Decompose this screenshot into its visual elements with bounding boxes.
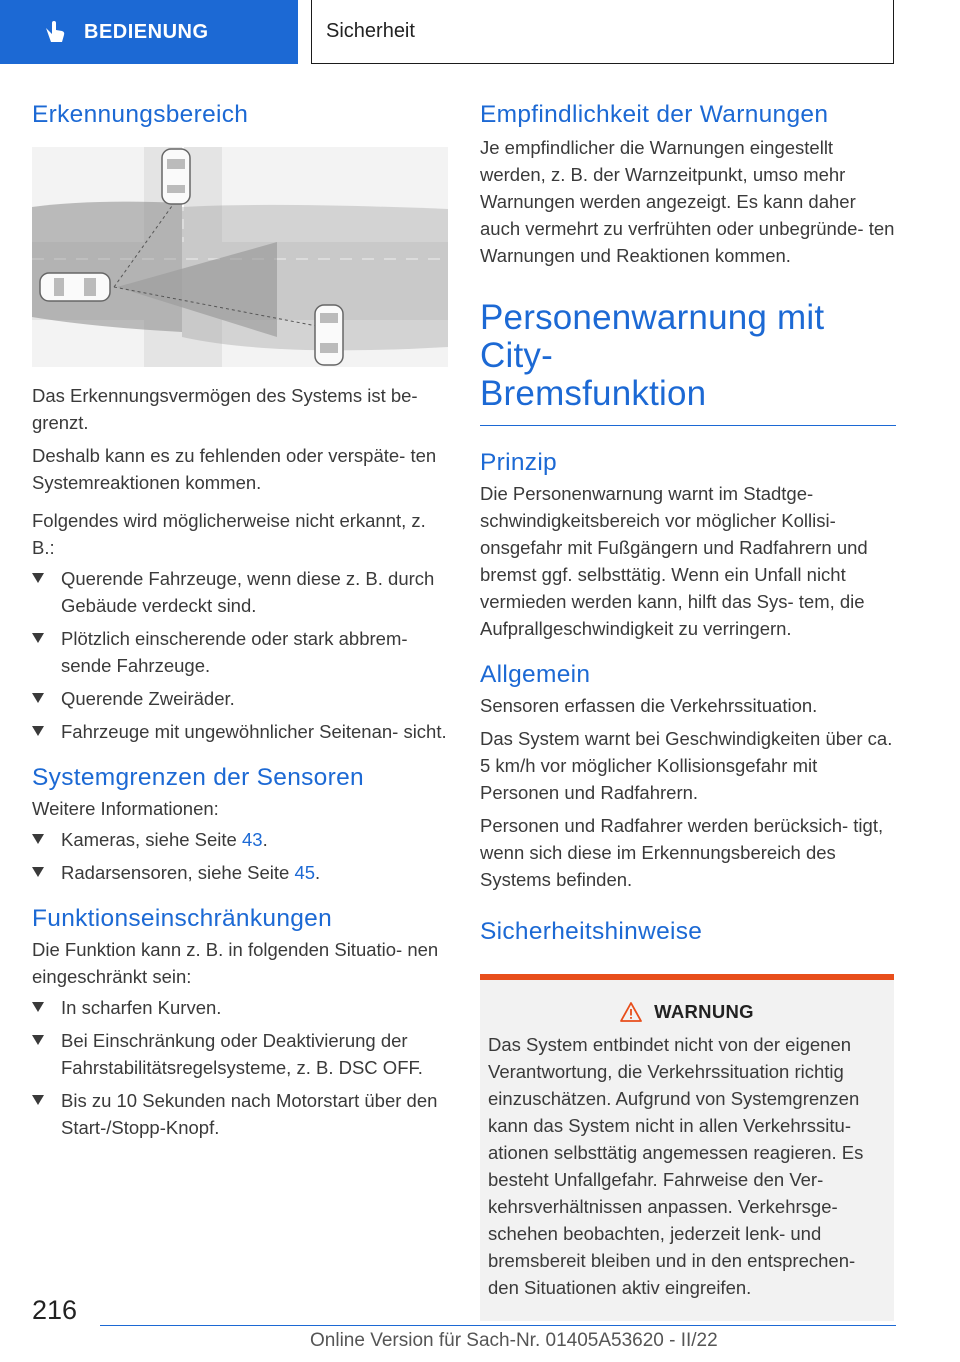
warning-triangle-icon: [620, 1002, 642, 1022]
paragraph: Die Funktion kann z. B. in folgenden Situatio- nen eingeschränkt sein:: [32, 939, 439, 987]
right-column: [480, 98, 896, 1321]
heading-prinzip: Prinzip: [480, 449, 557, 476]
list-item: Plötzlich einscherende oder stark abbrem- sende Fahrzeuge.: [32, 625, 448, 679]
list-item: Kameras, siehe Seite 43.: [32, 826, 448, 853]
list-item: Bis zu 10 Sekunden nach Motorstart über den Start-/Stopp-Knopf.: [32, 1087, 448, 1141]
section-title: Sicherheit: [326, 20, 415, 42]
footer-version: Online Version für Sach-Nr. 01405A53620 - II/22: [310, 1330, 718, 1351]
chapter-title: BEDIENUNG: [84, 20, 209, 43]
main-heading: Personenwarnung mit City- Bremsfunktion: [480, 298, 825, 413]
heading-sicherheitshinweise: Sicherheitshinweise: [480, 918, 703, 945]
paragraph: Weitere Informationen:: [32, 798, 219, 819]
list-item: Querende Fahrzeuge, wenn diese z. B. durch Gebäude verdeckt sind.: [32, 565, 448, 619]
warning-title: WARNUNG: [488, 998, 886, 1025]
paragraph: Das Erkennungsvermögen des Systems ist be- grenzt.: [32, 385, 418, 433]
warning-box: [480, 974, 894, 1321]
list-item: Querende Zweiräder.: [32, 685, 448, 712]
warning-text: Das System entbindet nicht von der eigenen Verantwortung, die Verkehrssituation richtig einzuschätzen. Aufgrund von Systemgrenzen kann das System nicht in allen Verkehrssitu- ationen selbsttätig angemessen reagieren. Es besteht Unfallgefahr. Fahrweise den Ver- kehrsverhältnissen anpassen. Verkehrsge- schehen beobachten, jederzeit lenk- und bremsbereit bleiben und in den entsprechen- den Situationen aktiv eingreifen.: [488, 1034, 864, 1298]
chapter-tab: [0, 0, 298, 64]
paragraph: Das System warnt bei Geschwindigkeiten über ca. 5 km/h vor möglicher Kollisionsgefahr mit Personen und Radfahrern.: [480, 728, 893, 803]
page-link-radar[interactable]: 45: [294, 862, 316, 883]
triangle-bullet-icon: [32, 573, 44, 583]
triangle-bullet-icon: [32, 726, 44, 736]
triangle-bullet-icon: [32, 1002, 44, 1012]
heading-empfindlichkeit: Empfindlichkeit der Warnungen: [480, 101, 829, 128]
car-left: [40, 273, 110, 301]
section-header: [311, 0, 894, 64]
page-number: 216: [32, 1295, 78, 1325]
paragraph: Deshalb kann es zu fehlenden oder verspäte- ten Systemreaktionen kommen.: [32, 445, 437, 493]
heading-funktionseinschraenkungen: Funktionseinschränkungen: [32, 905, 333, 932]
heading-erkennungsbereich: Erkennungsbereich: [32, 101, 249, 128]
function-limits-list: [32, 994, 448, 1141]
detection-diagram: [32, 147, 448, 367]
paragraph: Sensoren erfassen die Verkehrssituation.: [480, 695, 818, 716]
footer-divider: [100, 1325, 896, 1326]
detection-area-illustration: [32, 147, 448, 367]
heading-divider: [480, 425, 896, 426]
paragraph: Die Personenwarnung warnt im Stadtge- schwindigkeitsbereich vor möglicher Kollisi- onsgefahr mit Fußgängern und Radfahrern und bremst ggf. selbsttätig. Wenn ein Unfall nicht vermieden werden kann, hilft das Sys- tem, die Aufprallgeschwindigkeit zu verringern.: [480, 483, 868, 639]
paragraph: Je empfindlicher die Warnungen eingestellt werden, z. B. der Warnzeitpunkt, umso mehr Warnungen werden angezeigt. Es kann daher auch vermehrt zu verfrühten oder unbegründe- ten Warnungen und Reaktionen kommen.: [480, 137, 895, 266]
reference-list: [32, 826, 448, 886]
car-top: [162, 149, 190, 204]
list-item: Radarsensoren, siehe Seite 45.: [32, 859, 448, 886]
hand-pointer-icon: [42, 19, 68, 45]
heading-allgemein: Allgemein: [480, 661, 591, 688]
page-link-cameras[interactable]: 43: [241, 829, 263, 850]
paragraph: Personen und Radfahrer werden berücksich- tigt, wenn sich diese im Erkennungsbereich des Systems befinden.: [480, 815, 884, 890]
triangle-bullet-icon: [32, 1095, 44, 1105]
heading-systemgrenzen: Systemgrenzen der Sensoren: [32, 764, 364, 791]
triangle-bullet-icon: [32, 867, 44, 877]
paragraph: Folgendes wird möglicherweise nicht erkannt, z. B.:: [32, 510, 426, 558]
car-bottom: [315, 305, 343, 365]
triangle-bullet-icon: [32, 633, 44, 643]
limitations-list: [32, 565, 448, 745]
triangle-bullet-icon: [32, 1035, 44, 1045]
list-item: Fahrzeuge mit ungewöhnlicher Seitenan- sicht.: [32, 718, 448, 745]
list-item: Bei Einschränkung oder Deaktivierung der Fahrstabilitätsregelsysteme, z. B. DSC OFF.: [32, 1027, 448, 1081]
list-item: In scharfen Kurven.: [32, 994, 448, 1021]
left-column: [32, 98, 448, 1141]
triangle-bullet-icon: [32, 834, 44, 844]
triangle-bullet-icon: [32, 693, 44, 703]
